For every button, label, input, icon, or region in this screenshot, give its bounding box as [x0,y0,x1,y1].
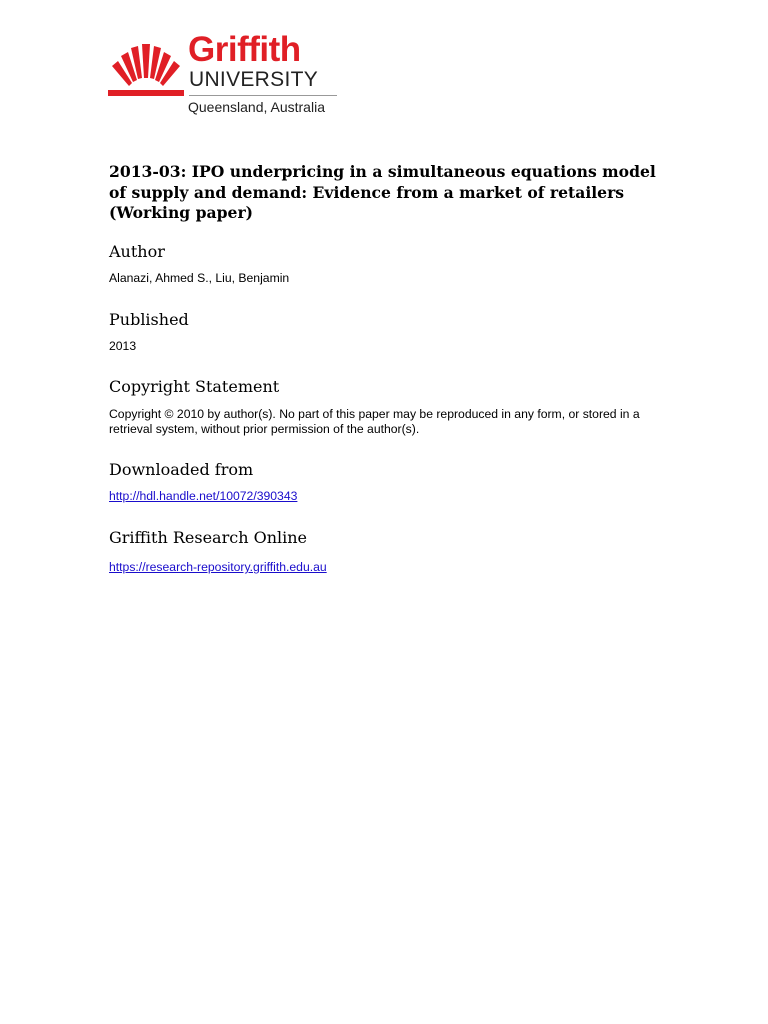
research-online-value [109,560,327,575]
logo-divider [189,95,337,96]
griffith-flame-icon [108,34,184,96]
repository-link[interactable]: https://research-repository.griffith.edu.au [109,560,327,574]
cover-content [109,162,669,574]
author-value: Alanazi, Ahmed S., Liu, Benjamin [109,271,290,285]
research-online-heading: Griffith Research Online [109,528,308,547]
document-title: 2013-03: IPO underpricing in a simultaneous equations model of supply and demand: Evidence from a market of retailers (Working paper) [109,162,656,222]
logo-location: Queensland, Australia [188,99,325,115]
author-heading: Author [109,242,165,261]
published-heading: Published [109,310,189,329]
logo-name: Griffith [188,30,301,69]
griffith-logo [108,30,348,120]
logo-subtitle: UNIVERSITY [189,68,319,91]
handle-link[interactable]: http://hdl.handle.net/10072/390343 [109,489,298,503]
published-value: 2013 [109,339,137,353]
downloaded-heading: Downloaded from [109,460,254,479]
copyright-heading: Copyright Statement [109,377,280,396]
copyright-value: Copyright © 2010 by author(s). No part of this paper may be reproduced in any form, or stored in a retrieval system, without prior permission of the author(s). [109,407,640,436]
downloaded-value [109,489,297,504]
